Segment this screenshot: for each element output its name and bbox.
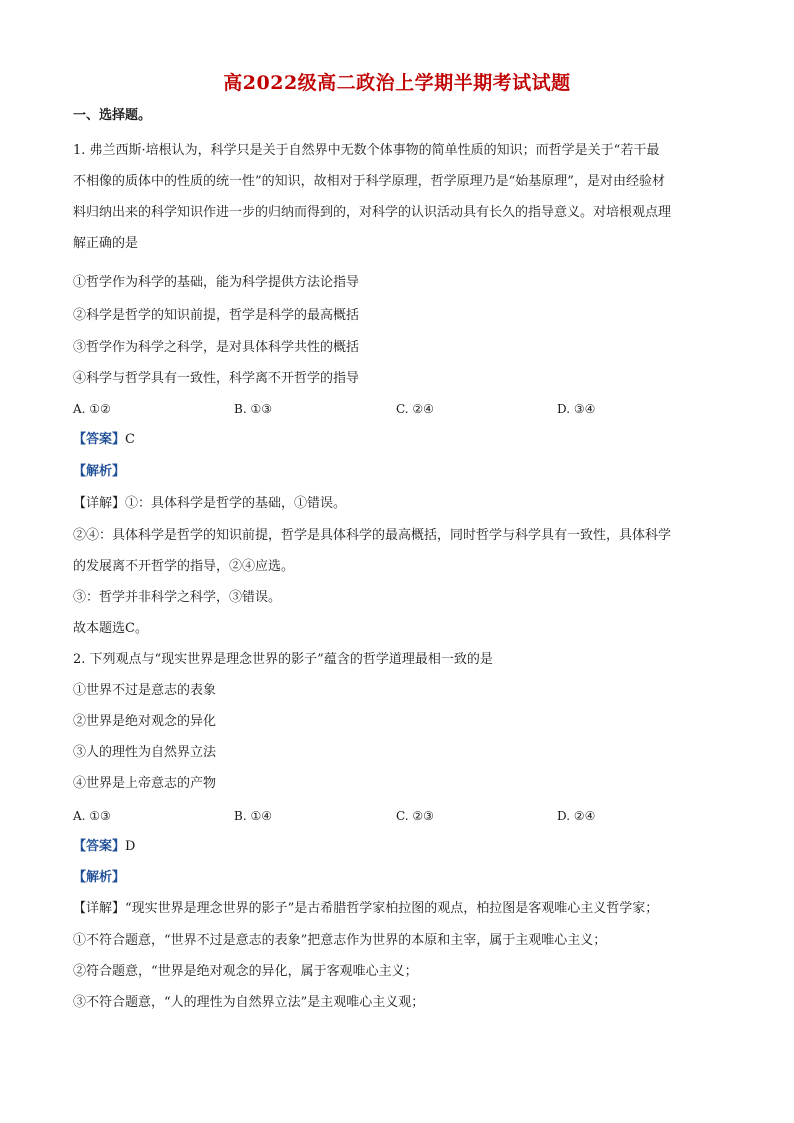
q1-detail-text-1: ①：具体科学是哲学的基础，①错误。 — [125, 496, 347, 511]
section-heading: 一、选择题。 — [73, 108, 152, 123]
q2-analysis-line — [73, 869, 723, 887]
q2-option-c: C. ②③ — [396, 809, 434, 823]
q1-detail-tag: 【详解】 — [73, 496, 126, 511]
q1-answer-line — [73, 431, 723, 449]
q2-answer-line — [73, 838, 723, 856]
q2-item-3: ③人的理性为自然界立法 — [73, 745, 217, 760]
q1-option-c: C. ②④ — [396, 402, 434, 416]
q1-stem-line-2: 不相像的质体中的性质的统一性”的知识，故相对于科学原理，哲学原理乃是“始基原理”，是对由经验材 — [73, 174, 665, 189]
q2-detail-line-2: ①不符合题意，“世界不过是意志的表象”把意志作为世界的本原和主宰，属于主观唯心主义； — [73, 933, 607, 948]
q2-detail-line-4: ③不符合题意，“人的理性为自然界立法”是主观唯心主义观； — [73, 995, 425, 1010]
q1-stem-line-1: 1. 弗兰西斯·培根认为，科学只是关于自然界中无数个体事物的简单性质的知识；而哲学是关于“若干最 — [73, 143, 660, 158]
q1-option-b: B. ①③ — [234, 402, 272, 416]
q2-answer-value: D — [125, 839, 136, 854]
q1-option-d: D. ③④ — [557, 402, 596, 416]
q2-detail-text-1: “现实世界是理念世界的影子”是古希腊哲学家柏拉图的观点，柏拉图是客观唯心主义哲学家； — [125, 901, 659, 916]
q2-analysis-tag: 【解析】 — [73, 870, 126, 885]
q1-analysis-line — [73, 463, 723, 481]
q2-item-2: ②世界是绝对观念的异化 — [73, 714, 217, 729]
q1-stem-line-4: 解正确的是 — [73, 236, 139, 251]
q1-detail-line-3: 的发展离不开哲学的指导，②④应选。 — [73, 559, 295, 574]
q1-detail-line-4: ③：哲学并非科学之科学，③错误。 — [73, 590, 282, 605]
q1-answer-tag: 【答案】 — [73, 432, 126, 447]
q1-option-a: A. ①② — [73, 402, 111, 416]
q1-item-3: ③哲学作为科学之科学，是对具体科学共性的概括 — [73, 340, 360, 355]
q1-answer-value: C — [125, 432, 135, 447]
q2-detail-tag: 【详解】 — [73, 901, 126, 916]
page-title: 高2022级高二政治上学期半期考试试题 — [223, 72, 571, 94]
q1-detail-line-1 — [73, 495, 723, 513]
q2-option-a: A. ①③ — [73, 809, 111, 823]
q1-analysis-tag: 【解析】 — [73, 464, 126, 479]
q2-option-b: B. ①④ — [234, 809, 272, 823]
q1-item-1: ①哲学作为科学的基础，能为科学提供方法论指导 — [73, 275, 360, 290]
q2-item-1: ①世界不过是意志的表象 — [73, 683, 217, 698]
q1-item-2: ②科学是哲学的知识前提，哲学是科学的最高概括 — [73, 308, 360, 323]
q2-answer-tag: 【答案】 — [73, 839, 126, 854]
q2-item-4: ④世界是上帝意志的产物 — [73, 776, 217, 791]
q1-item-4: ④科学与哲学具有一致性，科学离不开哲学的指导 — [73, 371, 360, 386]
q2-detail-line-1 — [73, 900, 723, 918]
q1-detail-line-2: ②④：具体科学是哲学的知识前提，哲学是具体科学的最高概括，同时哲学与科学具有一致性，具体科学 — [73, 528, 672, 543]
q2-stem: 2. 下列观点与“现实世界是理念世界的影子”蕴含的哲学道理最相一致的是 — [73, 652, 493, 667]
q2-detail-line-3: ②符合题意，“世界是绝对观念的异化，属于客观唯心主义； — [73, 964, 418, 979]
q1-stem-line-3: 料归纳出来的科学知识作进一步的归纳而得到的，对科学的认识活动具有长久的指导意义。对培根观点理 — [73, 205, 672, 220]
q2-option-d: D. ②④ — [557, 809, 596, 823]
q1-detail-line-5: 故本题选C。 — [73, 621, 148, 636]
